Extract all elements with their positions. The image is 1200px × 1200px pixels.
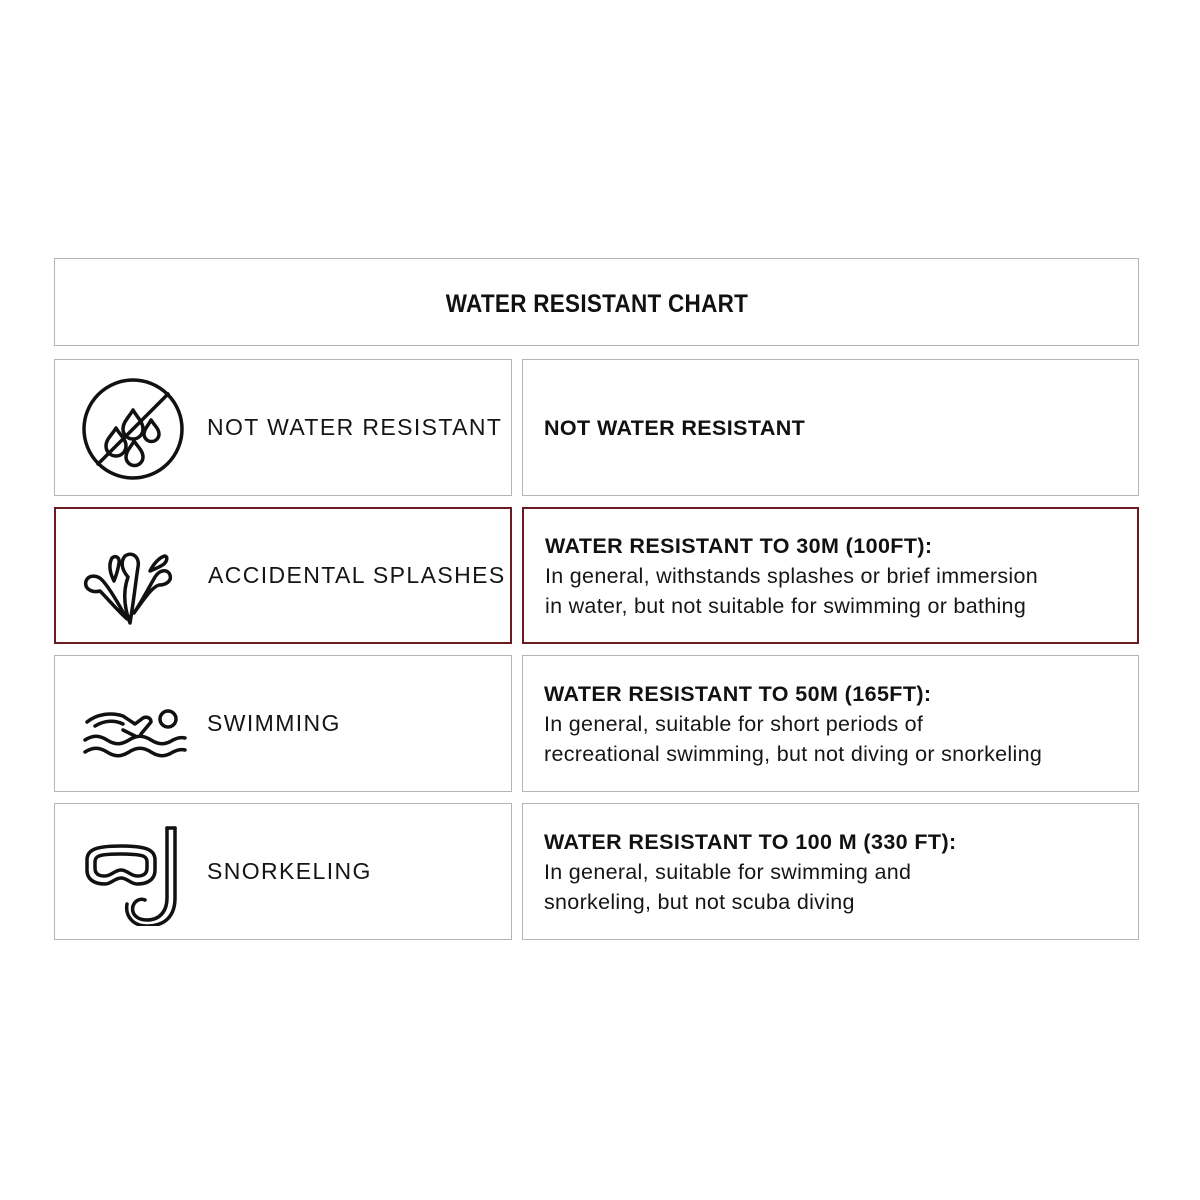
rating-heading: WATER RESISTANT TO 50M (165FT): xyxy=(544,681,932,706)
description-line: snorkeling, but not scuba diving xyxy=(544,889,855,914)
rating-heading: WATER RESISTANT TO 100 M (330 FT): xyxy=(544,829,957,854)
rating-heading: WATER RESISTANT TO 30M (100FT): xyxy=(545,533,933,558)
category-label: SWIMMING xyxy=(207,710,341,736)
snorkel-mask-icon xyxy=(79,820,187,926)
row-1-category-cell xyxy=(54,359,512,496)
category-label: NOT WATER RESISTANT xyxy=(207,414,503,440)
rating-heading: NOT WATER RESISTANT xyxy=(544,415,806,440)
no-water-drops-icon xyxy=(79,376,187,482)
description-line: in water, but not suitable for swimming or bathing xyxy=(545,593,1027,618)
description-line: In general, suitable for swimming and xyxy=(544,859,912,884)
row-4-category-cell xyxy=(54,803,512,940)
description-line: In general, withstands splashes or brief immersion xyxy=(545,563,1038,588)
swimmer-icon xyxy=(79,672,187,778)
description-line: In general, suitable for short periods of xyxy=(544,711,924,736)
row-3-category-cell xyxy=(54,655,512,792)
category-label: SNORKELING xyxy=(207,858,372,884)
description-line: recreational swimming, but not diving or snorkeling xyxy=(544,741,1043,766)
row-3-description-cell xyxy=(522,655,1139,792)
chart-title: WATER RESISTANT CHART xyxy=(445,289,748,318)
splash-icon xyxy=(80,525,188,631)
chart-title-box xyxy=(54,258,1139,346)
row-1-description-cell xyxy=(522,359,1139,496)
row-2-description-cell xyxy=(522,507,1139,644)
row-2-category-cell xyxy=(54,507,512,644)
category-label: ACCIDENTAL SPLASHES xyxy=(208,562,506,588)
row-4-description-cell xyxy=(522,803,1139,940)
